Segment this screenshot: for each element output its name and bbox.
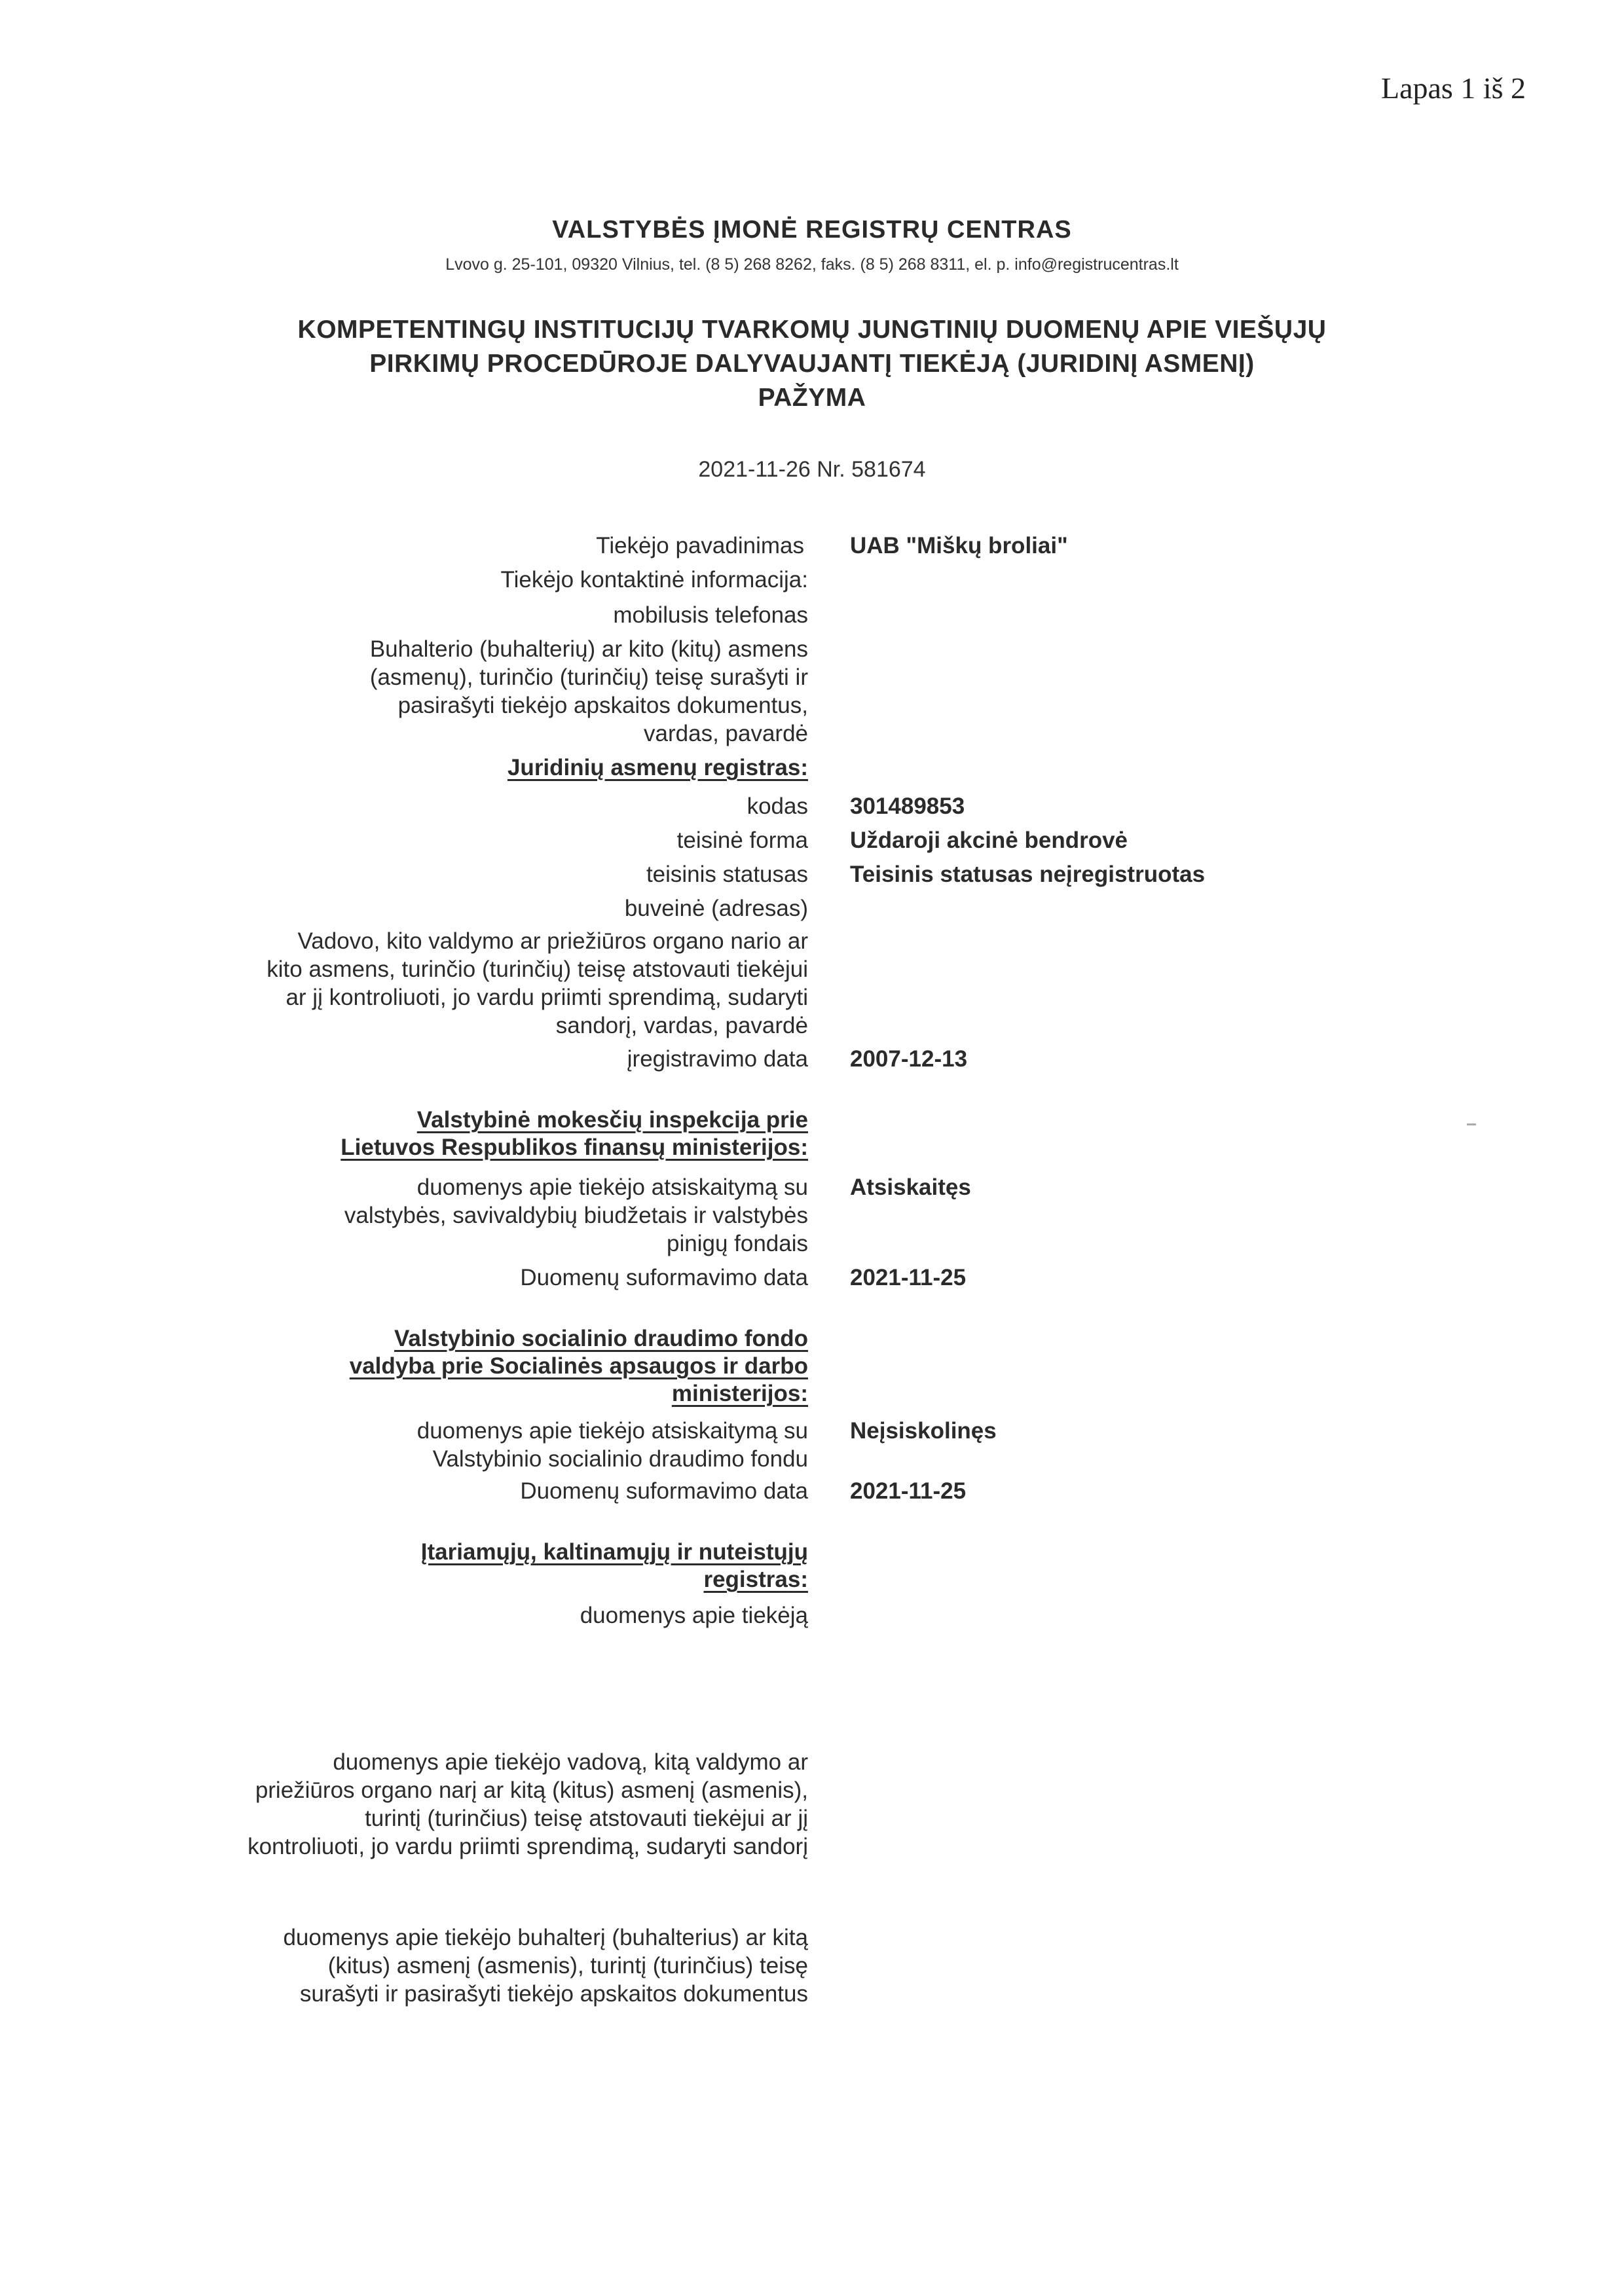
legal-form-label: teisinė forma [676, 828, 808, 853]
supplier-phone-label: mobilusis telefonas [613, 602, 808, 628]
legal-status-label: teisinis statusas [646, 862, 808, 887]
social-heading [219, 1325, 808, 1408]
legal-code-label: kodas [747, 793, 808, 819]
social-settlement-label: duomenys apie tiekėjo atsiskaitymą su Valstybinio socialinio draudimo fondu [416, 1418, 808, 1472]
social-date-value: 2021-11-25 [850, 1478, 967, 1504]
title-line-1: KOMPETENTINGŲ INSTITUCIJŲ TVARKOMŲ JUNGTINIŲ DUOMENŲ APIE VIEŠŲJŲ [297, 316, 1327, 344]
supplier-name-label: Tiekėjo pavadinimas [596, 533, 804, 558]
tax-heading-line-2: Lietuvos Respublikos finansų ministerijos: [341, 1135, 808, 1160]
tax-heading-line-1: Valstybinė mokesčių inspekcija prie [416, 1107, 808, 1133]
legal-registry-heading: Juridinių asmenų registras: [507, 755, 808, 780]
title-line-2: PIRKIMŲ PROCEDŪROJE DALYVAUJANTĮ TIEKĖJĄ (JURIDINĮ ASMENĮ) [369, 350, 1255, 378]
tax-date-value: 2021-11-25 [850, 1265, 967, 1290]
legal-status-value: Teisinis statusas neįregistruotas [850, 862, 1206, 887]
legal-form-value: Uždaroji akcinė bendrovė [850, 828, 1128, 853]
title-line-3: PAŽYMA [758, 384, 866, 412]
tax-heading [219, 1106, 808, 1161]
page-number: Lapas 1 iš 2 [1380, 71, 1526, 105]
supplier-accountant-label: Buhalterio (buhalterių) ar kito (kitų) asmens (asmenų), turinčio (turinčių) teisę surašyti ir pasirašyti tiekėjo apskaitos dokumentus, vardas, pavardė [369, 636, 808, 746]
criminal-supplier-label: duomenys apie tiekėją [580, 1603, 808, 1628]
criminal-manager-label: duomenys apie tiekėjo vadovą, kitą valdymo ar priežiūros organo narį ar kitą (kitus) asmenį (asmenis), turintį (turinčius) teisę atstovauti tiekėjui ar jį kontroliuoti, jo vardu priimti sprendimą, sudaryti sandorį [248, 1749, 808, 1859]
scan-artifact [1467, 1123, 1476, 1125]
tax-settlement-label: duomenys apie tiekėjo atsiskaitymą su valstybės, savivaldybių biudžetais ir valstybės pinigų fondais [344, 1175, 808, 1256]
document-number: 2021-11-26 Nr. 581674 [698, 457, 926, 482]
supplier-name-value: UAB "Miškų broliai" [850, 533, 1068, 558]
social-heading-line-1: Valstybinio socialinio draudimo fondo [394, 1326, 808, 1351]
criminal-accountant-label: duomenys apie tiekėjo buhalterį (buhalterius) ar kitą (kitus) asmenį (asmenis), turintį (turinčius) teisę surašyti ir pasirašyti tiekėjo apskaitos dokumentus [283, 1925, 808, 2007]
social-heading-line-2: valdyba prie Socialinės apsaugos ir darbo [349, 1353, 808, 1379]
criminal-heading [219, 1539, 808, 1594]
social-heading-line-3: ministerijos: [671, 1381, 808, 1406]
document-title [0, 313, 1624, 415]
tax-date-label: Duomenų suformavimo data [520, 1265, 808, 1290]
legal-code-value: 301489853 [850, 793, 965, 819]
criminal-heading-line-2: registras: [703, 1567, 808, 1592]
legal-manager-label: Vadovo, kito valdymo ar priežiūros organo nario ar kito asmens, turinčio (turinčių) teisę atstovauti tiekėjui ar jį kontroliuoti, jo vardu priimti sprendimą, sudaryti sandorį, vardas, pavardė [267, 928, 808, 1038]
legal-reg-date-value: 2007-12-13 [850, 1046, 968, 1072]
tax-settlement-value: Atsiskaitęs [850, 1175, 971, 1200]
criminal-heading-line-1: Įtariamųjų, kaltinamųjų ir nuteistųjų [420, 1539, 808, 1565]
social-date-label: Duomenų suformavimo data [520, 1478, 808, 1504]
organization-name: VALSTYBĖS ĮMONĖ REGISTRŲ CENTRAS [552, 216, 1072, 244]
organization-address: Lvovo g. 25-101, 09320 Vilnius, tel. (8 5) 268 8262, faks. (8 5) 268 8311, el. p. info@registrucentras.lt [445, 255, 1179, 274]
supplier-contact-label: Tiekėjo kontaktinė informacija: [500, 567, 808, 592]
social-settlement-value: Neįsiskolinęs [850, 1418, 997, 1444]
legal-address-label: buveinė (adresas) [624, 896, 808, 921]
legal-reg-date-label: įregistravimo data [627, 1046, 808, 1072]
